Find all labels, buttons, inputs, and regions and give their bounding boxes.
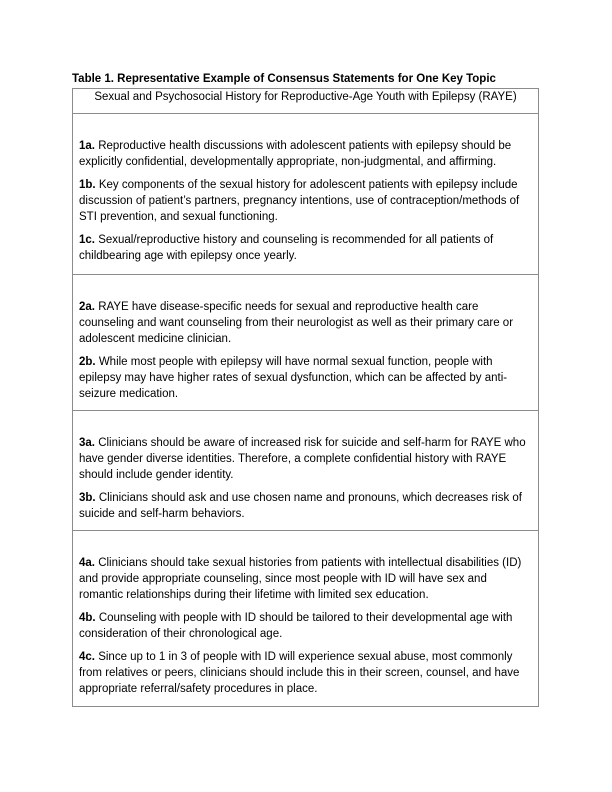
statement-number: 2b. [79, 356, 96, 368]
statement-1b [79, 177, 532, 225]
statement-1a [79, 138, 532, 170]
statement-number: 1b. [79, 179, 96, 191]
statement-3b [79, 490, 532, 522]
statement-text: Since up to 1 in 3 of people with ID will experience sexual abuse, most commonly from relatives or peers, clinicians should include this in their screen, counsel, and have appropriate referral/safety procedures in place. [79, 651, 520, 695]
statement-number: 3b. [79, 492, 96, 504]
statement-text: RAYE have disease-specific needs for sexual and reproductive health care counseling and want counseling from their neurologist as well as their primary care or adolescent medicine clinician. [79, 301, 514, 345]
statement-2b [79, 354, 532, 402]
statement-4c [79, 649, 532, 697]
table-section-3 [73, 411, 538, 531]
table-title: Table 1. Representative Example of Consensus Statements for One Key Topic [72, 73, 496, 85]
statement-4b [79, 610, 532, 642]
statement-2a [79, 299, 532, 347]
statement-text: Counseling with people with ID should be tailored to their developmental age with consideration of their chronological age. [79, 612, 513, 640]
table-section-1 [73, 114, 538, 275]
statement-text: Sexual/reproductive history and counseling is recommended for all patients of childbearing age with epilepsy once yearly. [79, 234, 494, 262]
statement-text: Key components of the sexual history for adolescent patients with epilepsy include discussion of patient’s partners, pregnancy intentions, use of contraception/methods of STI prevention, and sexual functioning. [79, 179, 520, 223]
statement-text: Clinicians should take sexual histories from patients with intellectual disabilities (ID) and provide appropriate counseling, since most people with ID will have sex and romantic relationships during their lifetime with limited sex education. [79, 557, 522, 601]
statement-number: 4a. [79, 557, 95, 569]
statement-3a [79, 435, 532, 483]
statement-text: Reproductive health discussions with adolescent patients with epilepsy should be explicitly confidential, developmentally appropriate, non-judgmental, and affirming. [79, 140, 512, 168]
statement-text: Clinicians should be aware of increased risk for suicide and self-harm for RAYE who have gender diverse identities. Therefore, a complete confidential history with RAYE should include gender identity. [79, 437, 526, 481]
statement-text: Clinicians should ask and use chosen name and pronouns, which decreases risk of suicide and self-harm behaviors. [79, 492, 523, 520]
statement-4a [79, 555, 532, 603]
table-header: Sexual and Psychosocial History for Reproductive-Age Youth with Epilepsy (RAYE) [73, 89, 538, 114]
statement-text: While most people with epilepsy will have normal sexual function, people with epilepsy may have higher rates of sexual dysfunction, which can be affected by anti-seizure medication. [79, 356, 508, 400]
table-section-4 [73, 531, 538, 706]
statement-number: 1c. [79, 234, 95, 246]
statement-number: 1a. [79, 140, 95, 152]
consensus-table [72, 88, 539, 707]
statement-number: 4b. [79, 612, 96, 624]
statement-number: 2a. [79, 301, 95, 313]
statement-1c [79, 232, 532, 264]
statement-number: 3a. [79, 437, 95, 449]
table-section-2 [73, 275, 538, 411]
statement-number: 4c. [79, 651, 95, 663]
